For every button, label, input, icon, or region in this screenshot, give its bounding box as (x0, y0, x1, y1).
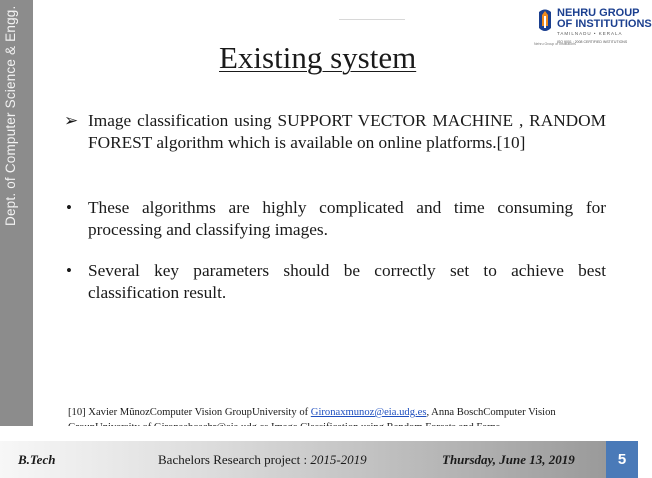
footer-degree: B.Tech (18, 452, 56, 467)
department-label: Dept. of Computer Science & Engg. (3, 5, 18, 226)
logo-name-line2: OF INSTITUTIONS (557, 18, 652, 30)
logo-name (557, 8, 652, 30)
header-divider (339, 19, 405, 20)
footer-project-label: Bachelors Research project : (158, 452, 311, 467)
side-band (0, 0, 33, 426)
dot-bullet-icon: • (66, 198, 72, 217)
footer-date: Thursday, June 13, 2019 (442, 452, 575, 467)
dot-bullet-icon: • (66, 261, 72, 280)
page-number: 5 (606, 441, 638, 478)
logo-name-line1: NEHRU GROUP (557, 7, 640, 19)
point-svm-random-forest: Image classification using SUPPORT VECTOR MACHINE , RANDOM FOREST algorithm which is available on online platforms.[10] (88, 111, 606, 152)
logo-iso: ISO 9001 : 2008 CERTIFIED INSTITUTIONS (557, 40, 628, 44)
logo-subtitle: TAMILNADU • KERALA (557, 31, 623, 36)
point-complexity: These algorithms are highly complicated and time consuming for processing and classifying images. (88, 198, 606, 239)
reference-prefix: [10] Xavier MũnozComputer Vision GroupUniversity of (68, 407, 311, 418)
footer-project (158, 452, 367, 468)
slide-title: Existing system (219, 40, 417, 75)
reference-email-link[interactable]: Gironaxmunoz@eia.udg.es (310, 407, 427, 418)
reference-rest: , Anna BoschComputer Vision (426, 407, 556, 418)
nehru-emblem-icon (535, 6, 555, 40)
point-parameters: Several key parameters should be correctly set to achieve best classification result. (88, 261, 606, 302)
institution-logo (533, 4, 652, 52)
arrow-bullet-icon: ➢ (64, 111, 79, 130)
logo-emblem-caption: Nehru Group of Institutions (534, 42, 576, 46)
footer-project-years: 2015-2019 (310, 452, 367, 467)
